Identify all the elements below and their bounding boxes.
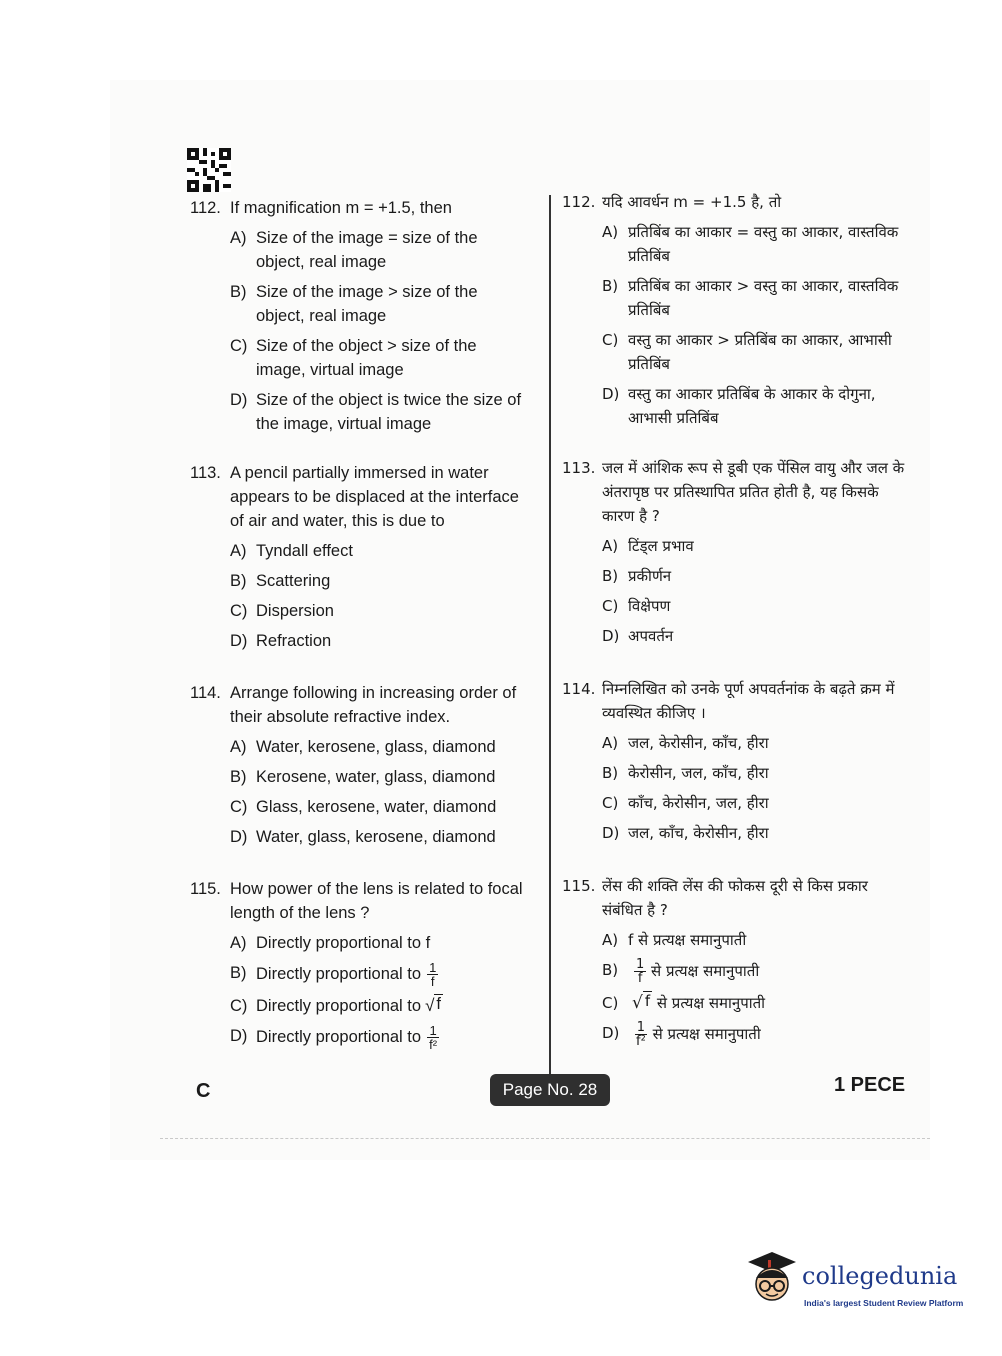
option-body xyxy=(256,539,530,563)
option-body xyxy=(628,328,907,376)
question-text: यदि आवर्धन m = +1.5 है, तो xyxy=(602,193,782,211)
question-text: If magnification m = +1.5, then xyxy=(230,199,452,217)
option-label: D) xyxy=(602,1024,620,1042)
cut-line xyxy=(160,1138,930,1139)
option-text: से प्रत्यक्ष समानुपाती xyxy=(646,962,760,980)
option-label: A) xyxy=(602,537,619,555)
option-body xyxy=(628,274,907,322)
fraction xyxy=(634,958,646,985)
question-number: 112. xyxy=(562,193,596,211)
option xyxy=(230,961,530,988)
option-label: D) xyxy=(230,1027,248,1045)
option-body xyxy=(628,564,907,588)
option xyxy=(230,931,530,955)
question-number: 112. xyxy=(190,199,221,217)
option-label: C) xyxy=(230,602,248,620)
option xyxy=(602,991,907,1015)
option-label: B) xyxy=(230,572,247,590)
option xyxy=(602,382,907,430)
option-label: B) xyxy=(230,768,247,786)
option-text: से प्रत्यक्ष समानुपाती xyxy=(652,994,766,1012)
sqrt-expression xyxy=(425,994,443,1018)
question-block xyxy=(190,681,530,849)
option xyxy=(230,1024,530,1051)
options-list xyxy=(230,931,530,1051)
option-text: वस्तु का आकार प्रतिबिंब के आकार के दोगुना, आभासी प्रतिबिंब xyxy=(628,385,876,427)
option-label: B) xyxy=(602,277,619,295)
option-label: A) xyxy=(602,223,619,241)
option-label: C) xyxy=(230,997,248,1015)
option xyxy=(602,761,907,785)
qr-code xyxy=(187,148,231,192)
question-header xyxy=(562,874,907,922)
question-number: 114. xyxy=(562,680,596,698)
option xyxy=(230,735,530,759)
option-text: से प्रत्यक्ष समानुपाती xyxy=(647,1025,761,1043)
mascot-icon xyxy=(742,1248,800,1312)
option xyxy=(602,958,907,985)
option-text: Directly proportional to f xyxy=(256,934,431,952)
option-body xyxy=(628,1021,907,1048)
question-number: 113. xyxy=(190,464,221,482)
option-label: D) xyxy=(602,385,620,403)
option-label: D) xyxy=(602,824,620,842)
option xyxy=(602,274,907,322)
option-body xyxy=(256,629,530,653)
fraction xyxy=(427,961,438,988)
option xyxy=(230,280,530,328)
radicand: f xyxy=(436,995,442,1013)
option xyxy=(230,825,530,849)
question-block xyxy=(562,874,907,1048)
option xyxy=(602,564,907,588)
option-text: प्रतिबिंब का आकार = वस्तु का आकार, वास्तविक प्रतिबिंब xyxy=(628,223,899,265)
option-body xyxy=(628,821,907,845)
fraction-numerator: 1 xyxy=(636,957,645,972)
option-label: C) xyxy=(230,798,248,816)
question-text: निम्नलिखित को उनके पूर्ण अपवर्तनांक के बढ़ते क्रम में व्यवस्थित कीजिए । xyxy=(602,680,895,722)
fraction-numerator: 1 xyxy=(636,1020,646,1035)
option-text: Directly proportional to xyxy=(256,964,422,983)
option-text: Refraction xyxy=(256,632,332,650)
fraction xyxy=(634,1021,648,1048)
option-body xyxy=(256,795,530,819)
options-list xyxy=(230,735,530,849)
option-text: प्रकीर्णन xyxy=(628,567,672,585)
option-text: Directly proportional to xyxy=(256,1027,422,1046)
option xyxy=(230,539,530,563)
option-body xyxy=(628,220,907,268)
option xyxy=(602,328,907,376)
option-body xyxy=(628,624,907,648)
option-label: A) xyxy=(230,542,247,560)
option-body xyxy=(256,569,530,593)
option-text: जल, काँच, केरोसीन, हीरा xyxy=(628,824,769,842)
option-body xyxy=(628,594,907,618)
option xyxy=(230,795,530,819)
option-label: B) xyxy=(230,964,247,982)
question-header xyxy=(562,677,907,725)
fraction xyxy=(427,1024,439,1051)
option-label: D) xyxy=(230,828,248,846)
question-header xyxy=(190,681,530,729)
option-label: A) xyxy=(602,931,619,949)
question-text: लेंस की शक्ति लेंस की फोकस दूरी से किस प्रकार संबंधित है ? xyxy=(602,877,868,919)
question-block xyxy=(190,461,530,653)
option-text: Size of the object > size of the image, virtual image xyxy=(256,337,477,379)
option-body xyxy=(256,735,530,759)
radical-sign: √ xyxy=(632,993,643,1013)
options-list xyxy=(230,226,530,436)
option-body xyxy=(628,991,907,1015)
option xyxy=(602,821,907,845)
question-text: Arrange following in increasing order of their absolute refractive index. xyxy=(230,684,517,726)
option-body xyxy=(256,599,530,623)
option-label: B) xyxy=(602,567,619,585)
brand-tagline: India's largest Student Review Platform xyxy=(804,1298,964,1308)
fraction-numerator: 1 xyxy=(429,960,437,975)
option-label: B) xyxy=(602,764,619,782)
question-block xyxy=(562,190,907,430)
option-label: A) xyxy=(230,738,247,756)
question-text: How power of the lens is related to focal length of the lens ? xyxy=(230,880,523,922)
option-text: अपवर्तन xyxy=(628,627,674,645)
option-body xyxy=(256,280,530,328)
option-text: Water, kerosene, glass, diamond xyxy=(256,738,496,756)
option-body xyxy=(256,765,530,789)
option-text: Size of the object is twice the size of the image, virtual image xyxy=(256,391,522,433)
option-body xyxy=(628,534,907,558)
fraction-denominator: f xyxy=(637,971,643,986)
option-label: C) xyxy=(602,597,619,615)
question-header xyxy=(190,196,530,220)
option xyxy=(602,534,907,558)
question-text: A pencil partially immersed in water appears to be displaced at the interface of air and water, this is due to xyxy=(230,464,519,530)
option xyxy=(602,1021,907,1048)
option-label: D) xyxy=(230,391,248,409)
option xyxy=(230,629,530,653)
option xyxy=(602,731,907,755)
option-text: विक्षेपण xyxy=(628,597,671,615)
option xyxy=(602,624,907,648)
question-header xyxy=(190,461,530,533)
option-body xyxy=(256,961,530,988)
option-text: Glass, kerosene, water, diamond xyxy=(256,798,497,816)
option xyxy=(602,220,907,268)
option xyxy=(602,791,907,815)
option-body xyxy=(256,994,530,1018)
question-header xyxy=(190,877,530,925)
option-body xyxy=(628,761,907,785)
option xyxy=(602,928,907,952)
option-text: काँच, केरोसीन, जल, हीरा xyxy=(628,794,769,812)
option-body xyxy=(256,388,530,436)
option-text: Scattering xyxy=(256,572,331,590)
page-number: Page No. 28 xyxy=(490,1074,610,1106)
question-block xyxy=(562,677,907,845)
fraction-denominator: f² xyxy=(636,1034,646,1049)
option-body xyxy=(256,1024,530,1051)
option-text: केरोसीन, जल, काँच, हीरा xyxy=(628,764,769,782)
question-number: 113. xyxy=(562,459,596,477)
options-list xyxy=(602,928,907,1048)
option-text: वस्तु का आकार > प्रतिबिंब का आकार, आभासी प्रतिबिंब xyxy=(628,331,892,373)
collegedunia-logo xyxy=(742,1248,972,1312)
option xyxy=(230,599,530,623)
question-header xyxy=(562,190,907,214)
option-label: C) xyxy=(230,337,248,355)
option xyxy=(230,334,530,382)
option-body xyxy=(256,931,530,955)
options-list xyxy=(230,539,530,653)
option-label: B) xyxy=(230,283,247,301)
option-body xyxy=(256,825,530,849)
question-number: 115. xyxy=(190,880,221,898)
option-body xyxy=(628,791,907,815)
option-text: प्रतिबिंब का आकार > वस्तु का आकार, वास्तविक प्रतिबिंब xyxy=(628,277,899,319)
option-text: Tyndall effect xyxy=(256,542,353,560)
question-block xyxy=(562,456,907,648)
paper-set-code: C xyxy=(196,1080,211,1102)
option-body xyxy=(256,226,530,274)
option-label: C) xyxy=(602,794,619,812)
option xyxy=(230,994,530,1018)
option-text: Directly proportional to xyxy=(256,997,422,1015)
brand-name: collegedunia xyxy=(802,1262,958,1290)
column-divider xyxy=(549,195,551,1075)
option-text: Dispersion xyxy=(256,602,334,620)
option-body xyxy=(628,382,907,430)
option-body xyxy=(628,928,907,952)
option xyxy=(230,388,530,436)
option-text: Water, glass, kerosene, diamond xyxy=(256,828,496,846)
question-text: जल में आंशिक रूप से डूबी एक पेंसिल वायु और जल के अंतरापृष्ठ पर प्रतिस्थापित प्रतित होती है, यह किसके कारण है ? xyxy=(602,459,905,525)
question-header xyxy=(562,456,907,528)
options-list xyxy=(602,731,907,845)
radicand: f xyxy=(644,992,651,1010)
option-label: A) xyxy=(602,734,619,752)
option-body xyxy=(628,958,907,985)
option-label: A) xyxy=(230,229,247,247)
option-label: C) xyxy=(602,994,619,1012)
question-number: 115. xyxy=(562,877,596,895)
option-body xyxy=(256,334,530,382)
option-body xyxy=(628,731,907,755)
option-text: f से प्रत्यक्ष समानुपाती xyxy=(628,931,747,949)
fraction-denominator: f xyxy=(430,974,435,989)
radical-sign: √ xyxy=(425,996,435,1015)
option-text: Kerosene, water, glass, diamond xyxy=(256,768,496,786)
sqrt-expression xyxy=(632,991,652,1015)
option xyxy=(230,765,530,789)
option-text: टिंड्ल प्रभाव xyxy=(628,537,694,555)
option xyxy=(230,569,530,593)
option-label: D) xyxy=(602,627,620,645)
option xyxy=(230,226,530,274)
option-text: Size of the image = size of the object, real image xyxy=(256,229,478,271)
options-list xyxy=(602,220,907,430)
question-block xyxy=(190,196,530,436)
option-label: B) xyxy=(602,961,619,979)
option-text: Size of the image > size of the object, real image xyxy=(256,283,478,325)
option-label: D) xyxy=(230,632,248,650)
question-block xyxy=(190,877,530,1051)
options-list xyxy=(602,534,907,648)
option-label: A) xyxy=(230,934,247,952)
option xyxy=(602,594,907,618)
question-number: 114. xyxy=(190,684,221,702)
paper-code: 1 PECE xyxy=(834,1074,906,1096)
option-label: C) xyxy=(602,331,619,349)
fraction-numerator: 1 xyxy=(429,1023,437,1038)
fraction-denominator: f² xyxy=(429,1037,438,1052)
option-text: जल, केरोसीन, काँच, हीरा xyxy=(628,734,769,752)
